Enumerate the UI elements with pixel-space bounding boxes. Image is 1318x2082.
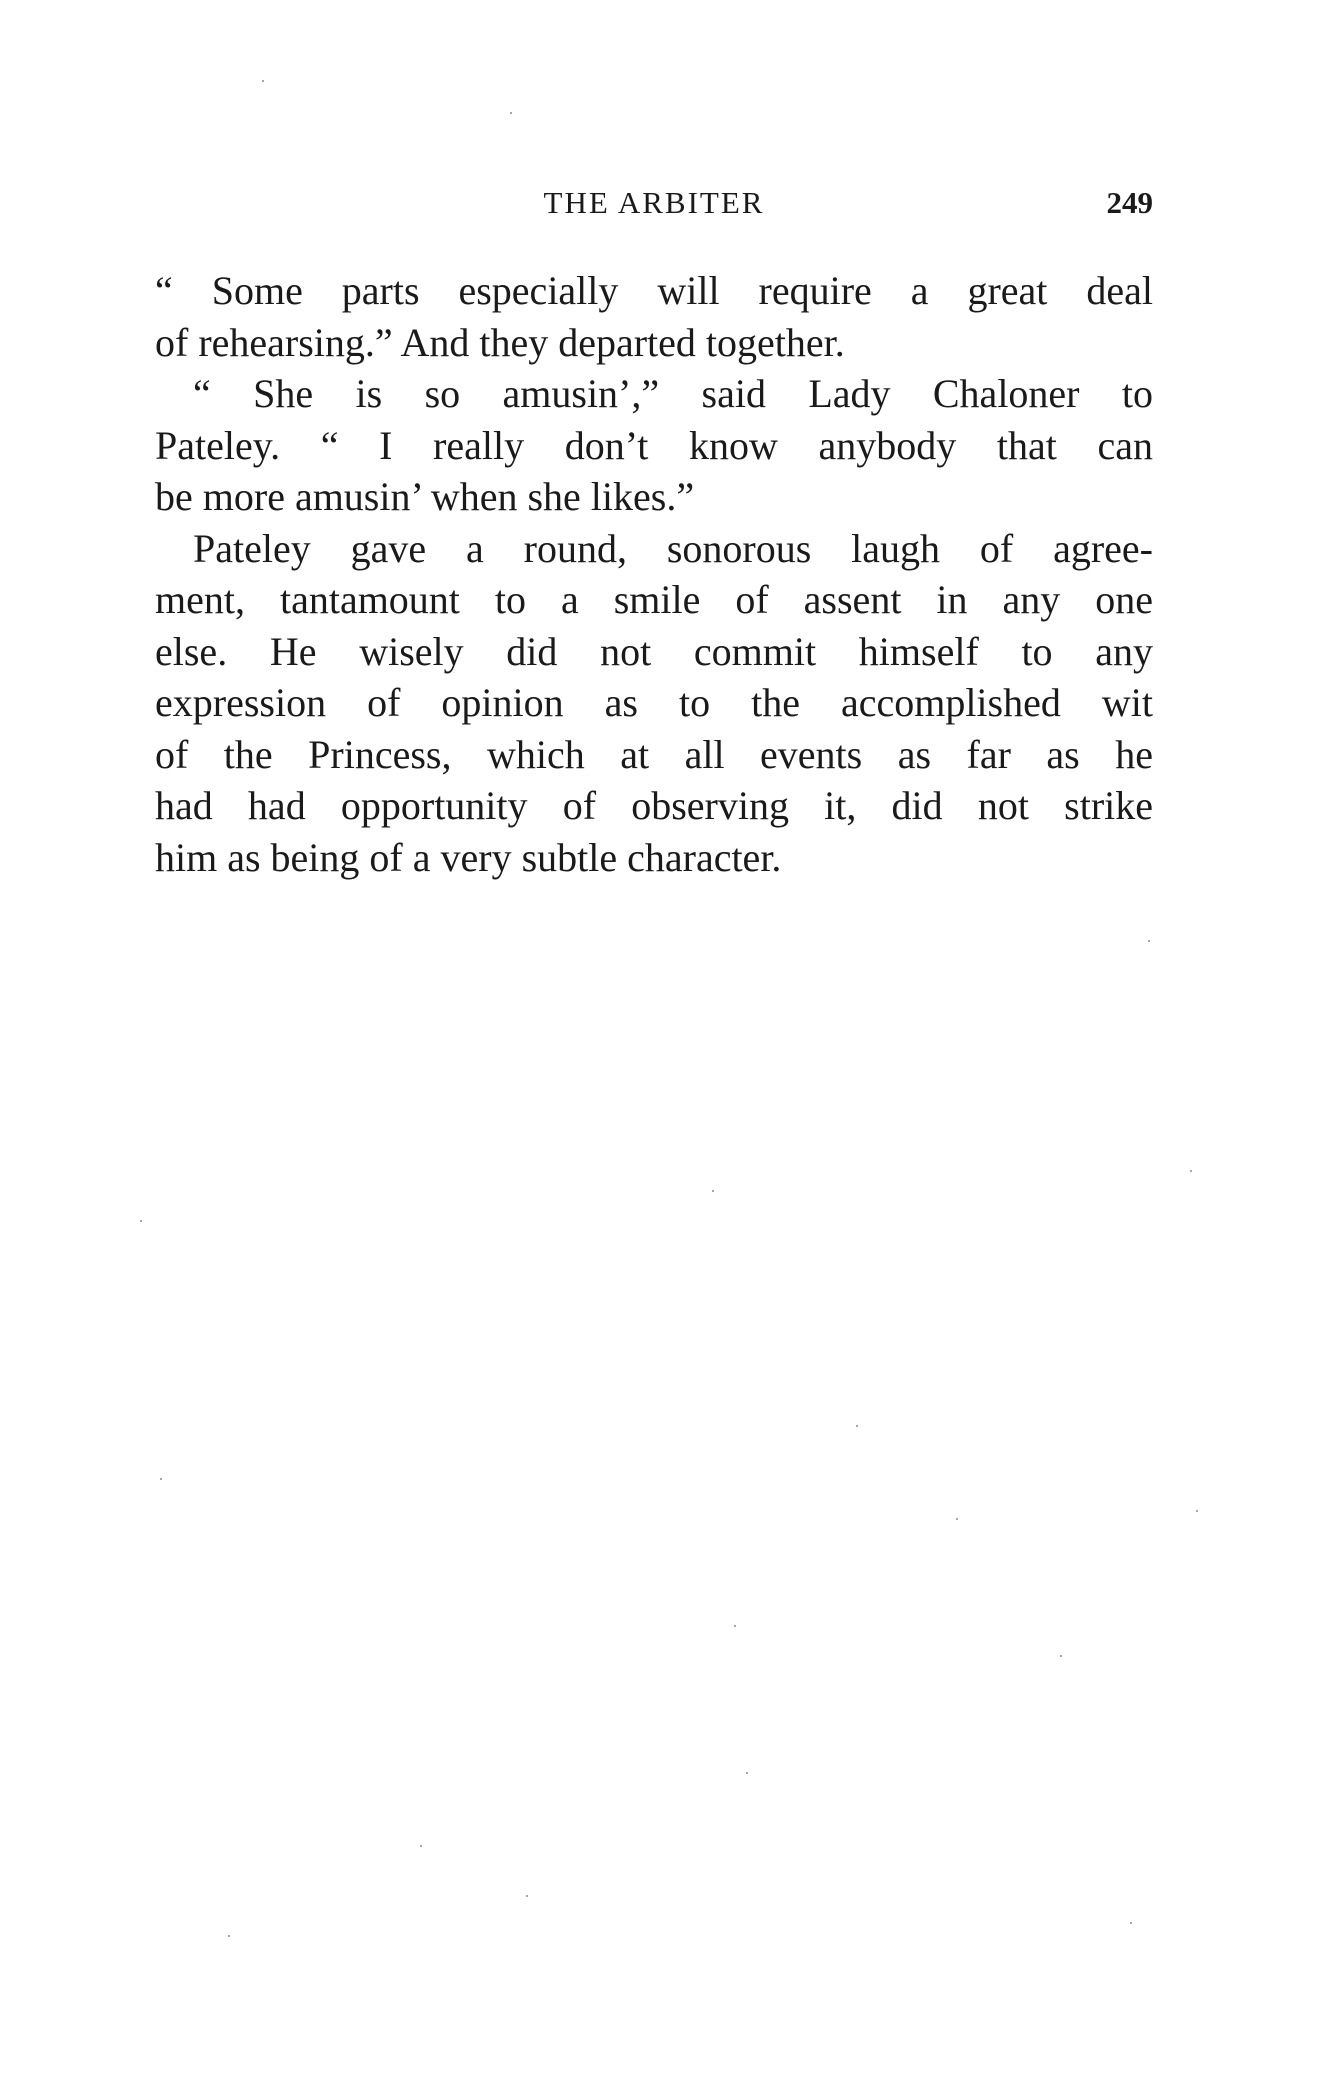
- paper-speck: [160, 1478, 162, 1480]
- text-line: be more amusin’ when she likes.”: [155, 474, 695, 519]
- paper-speck: [856, 1425, 858, 1427]
- text-line: him as being of a very subtle character.: [155, 834, 782, 880]
- paper-speck: [1130, 1922, 1132, 1924]
- text-line: had had opportunity of observing it, did not strike: [155, 783, 1153, 828]
- text-line: else. He wisely did not commit himself to any: [155, 628, 1153, 674]
- paper-speck: [140, 1220, 142, 1222]
- text-line: ment, tantamount to a smile of assent in any one: [155, 577, 1153, 622]
- paper-speck: [956, 1518, 958, 1520]
- text-line: “ Some parts especially will require a great deal: [155, 268, 1153, 313]
- paper-speck: [1148, 940, 1150, 942]
- paragraph-3: [155, 523, 1153, 884]
- paper-speck: [1190, 1170, 1192, 1172]
- paper-speck: [510, 112, 512, 114]
- text-line: “ She is so amusin’,” said Lady Chaloner to: [193, 371, 1153, 416]
- paper-speck: [228, 1935, 230, 1937]
- text-line: Pateley. “ I really don’t know anybody that can: [155, 422, 1153, 468]
- running-title: THE ARBITER: [543, 185, 765, 220]
- paper-speck: [746, 1772, 748, 1774]
- paper-speck: [734, 1625, 736, 1627]
- text-line: expression of opinion as to the accomplished wit: [155, 680, 1153, 725]
- text-line: of rehearsing.” And they departed together.: [155, 319, 845, 365]
- paper-speck: [420, 1845, 422, 1847]
- paper-speck: [712, 1190, 714, 1192]
- text-line: of the Princess, which at all events as far as he: [155, 731, 1153, 777]
- paper-speck: [526, 1895, 528, 1897]
- paragraph-2: [155, 368, 1153, 523]
- text-body: [155, 265, 1153, 883]
- paper-speck: [1196, 1510, 1198, 1512]
- paper-speck: [1060, 1655, 1062, 1657]
- text-line: Pateley gave a round, sonorous laugh of agree-: [193, 525, 1153, 571]
- paper-speck: [262, 80, 264, 82]
- page-number: 249: [1106, 185, 1153, 220]
- page-header: [155, 178, 1153, 228]
- paragraph-1: [155, 265, 1153, 368]
